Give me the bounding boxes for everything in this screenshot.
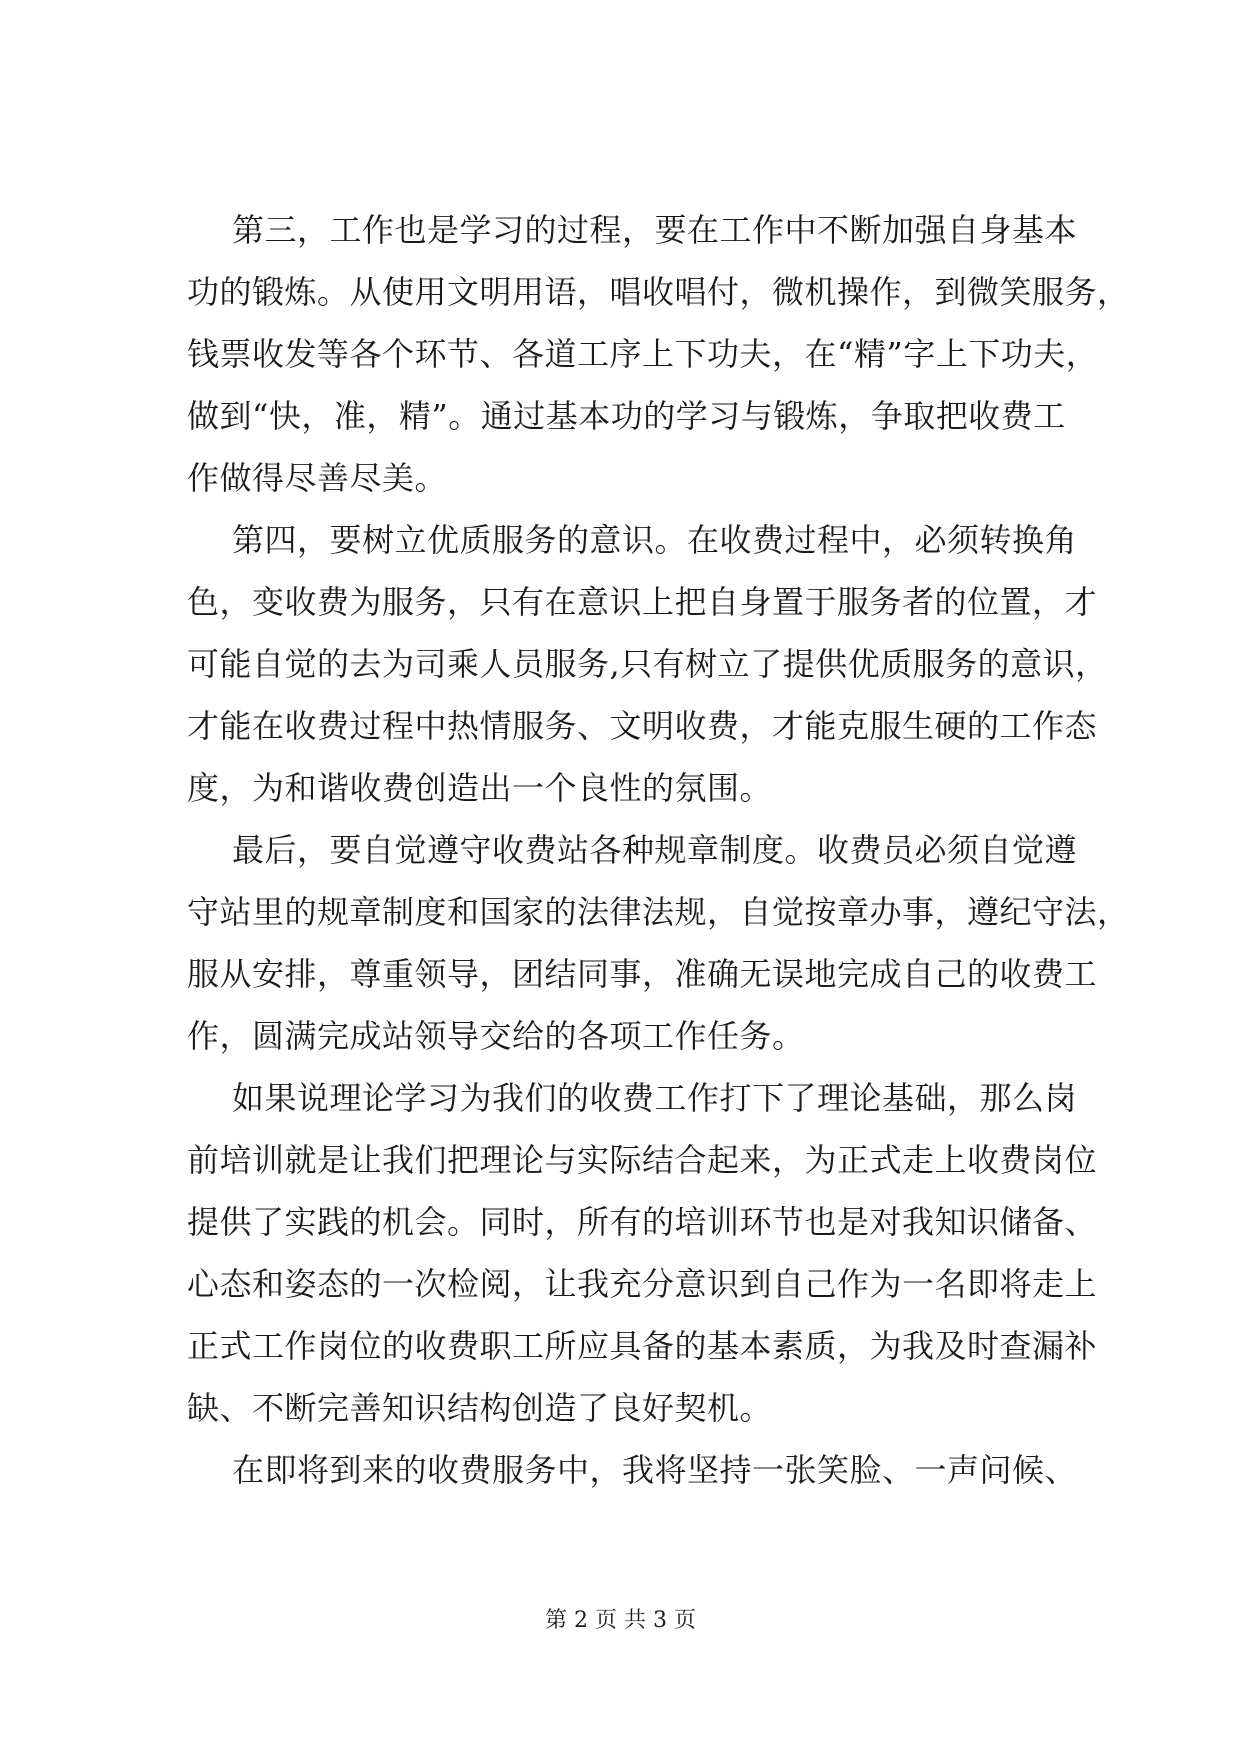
paragraph-line: 心态和姿态的一次检阅，让我充分意识到自己作为一名即将走上: [187, 1265, 1098, 1303]
paragraph-line: 缺、不断完善知识结构创造了良好契机。: [187, 1389, 773, 1427]
paragraph-line: 如果说理论学习为我们的收费工作打下了理论基础，那么岗: [232, 1079, 1078, 1117]
paragraph-line: 做到“快，准，精”。通过基本功的学习与锻炼，争取把收费工: [187, 397, 1066, 435]
paragraph-line: 第四，要树立优质服务的意识。在收费过程中，必须转换角: [232, 521, 1078, 559]
paragraph-line: 最后，要自觉遵守收费站各种规章制度。收费员必须自觉遵: [232, 831, 1078, 869]
paragraph-line: 提供了实践的机会。同时，所有的培训环节也是对我知识储备、: [187, 1203, 1098, 1241]
paragraph-line: 前培训就是让我们把理论与实际结合起来，为正式走上收费岗位: [187, 1141, 1098, 1179]
paragraph-line: 钱票收发等各个环节、各道工序上下功夫，在“精”字上下功夫，: [187, 335, 1099, 373]
paragraph-line: 度，为和谐收费创造出一个良性的氛围。: [187, 769, 773, 807]
page-number-footer: 第 2 页 共 3 页: [545, 1608, 696, 1633]
paragraph-line: 色，变收费为服务，只有在意识上把自身置于服务者的位置，才: [187, 583, 1098, 621]
paragraph-line: 服从安排，尊重领导，团结同事，准确无误地完成自己的收费工: [187, 955, 1098, 993]
paragraph-line: 第三，工作也是学习的过程，要在工作中不断加强自身基本: [232, 211, 1078, 249]
paragraph-line: 才能在收费过程中热情服务、文明收费，才能克服生硬的工作态: [187, 707, 1098, 745]
paragraph-line: 作，圆满完成站领导交给的各项工作任务。: [187, 1017, 805, 1055]
paragraph-line: 正式工作岗位的收费职工所应具备的基本素质，为我及时查漏补: [187, 1327, 1098, 1365]
paragraph-line: 可能自觉的去为司乘人员服务,只有树立了提供优质服务的意识，: [187, 645, 1108, 683]
paragraph-line: 作做得尽善尽美。: [187, 459, 448, 497]
paragraph-line: 功的锻炼。从使用文明用语，唱收唱付，微机操作，到微笑服务，: [187, 273, 1130, 311]
paragraph-line: 在即将到来的收费服务中，我将坚持一张笑脸、一声问候、: [232, 1451, 1078, 1489]
paragraph-line: 守站里的规章制度和国家的法律法规，自觉按章办事，遵纪守法，: [187, 893, 1130, 931]
